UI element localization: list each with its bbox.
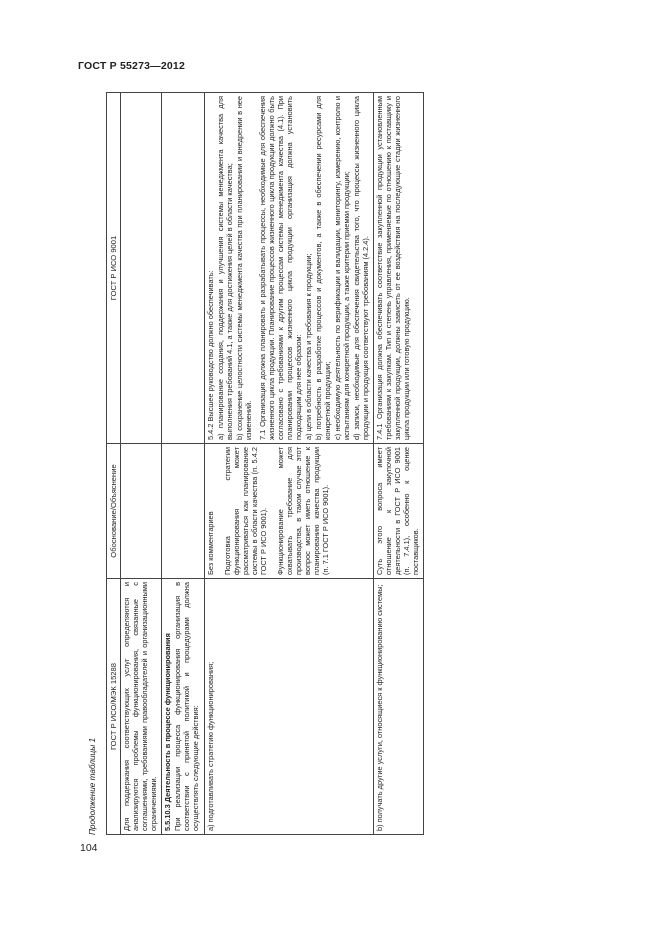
comparison-table <box>106 92 424 835</box>
table-row <box>374 93 424 835</box>
paragraph: b) сохранение целостности системы менеджмента качества при планировании и внедрении в нее изменений. <box>234 96 253 440</box>
cell-15288 <box>162 579 204 835</box>
paragraph: При реализации процесса функционирования организация в соответствии с принятой политикой и процедурами должна осуществлять следующие действия: <box>173 582 201 831</box>
cell-justification <box>121 444 162 579</box>
paragraph: Функционирование может охватывать требование для производства, в таком случае этот вопрос может иметь отношение к планированию качества продукции (п. 7.1 ГОСТ Р ИСО 9001). <box>275 447 330 575</box>
cell-justification <box>374 444 424 579</box>
paragraph: a) подготавливать стратегию функционирования; <box>205 661 215 831</box>
column-header-justification: Обоснование/Объяснение <box>107 444 121 579</box>
table-row <box>162 93 204 835</box>
column-header-gost-15288: ГОСТ Р ИСО/МЭК 15288 <box>107 579 121 835</box>
page-number: 104 <box>80 842 98 854</box>
table-header-row <box>107 93 121 835</box>
paragraph: a) планирование создания, поддержания и улучшения системы менеджмента качества для выполнения требований 4.1, а также для достижения целей в области качества; <box>215 96 234 440</box>
cell-15288 <box>121 579 162 835</box>
table-continuation-caption: Продолжение таблицы 1 <box>88 737 97 835</box>
cell-15288 <box>204 579 374 835</box>
cell-justification <box>204 444 374 579</box>
document-header: ГОСТ Р 55273—2012 <box>78 60 186 72</box>
cell-justification <box>162 444 204 579</box>
paragraph: b) получать другие услуги, относящиеся к функционированию системы; <box>375 584 385 831</box>
rotated-table-block <box>88 93 560 835</box>
section-heading: 5.5.10.3 Деятельность в процессе функционирования <box>163 633 173 831</box>
paragraph: Для поддержания соответствующих услуг определяются и анализируются проблемы функционирования, связанные с соглашениями, требованиями правообладателей и организационными ограничениями. <box>122 582 159 831</box>
column-header-gost-9001: ГОСТ Р ИСО 9001 <box>107 93 121 444</box>
paragraph: a) цели в области качества и требования к продукции; <box>303 253 313 440</box>
table-row <box>121 93 162 835</box>
cell-9001 <box>374 93 424 444</box>
paragraph: 5.4.2 Высшее руководство должно обеспечивать: <box>205 270 215 440</box>
paragraph: 7.1 Организация должна планировать и разрабатывать процессы, необходимые для обеспечения жизненного цикла продукции. Планирование процессов жизненного цикла продукции должно быть согласовано с требованиями к другим процессам системы менеджмента качества (4.1). При планировании процессов жизненного цикла продукции организация должна установить подходящим для нее образом: <box>257 96 303 440</box>
paragraph: Подготовка стратегии функционирования может рассматриваться как планирование системы в области качества (п. 5.4.2 ГОСТ Р ИСО 9001). <box>222 447 268 575</box>
paragraph: b) потребность в разработке процессов и документов, а также в обеспечении ресурсами для конкретной продукции; <box>313 96 332 440</box>
cell-15288 <box>374 579 424 835</box>
cell-9001 <box>204 93 374 444</box>
paragraph: 7.4.1 Организация должна обеспечивать соответствие закупленной продукции установленным требованиям к закупкам. Тип и степень управления, применяемые по отношению к поставщику и закупленной продукции, должны зависеть от ее воздействия на последующие стадии жизненного цикла продукции или готовую продукцию. <box>375 96 412 440</box>
paragraph: Без комментариев <box>205 511 215 575</box>
paragraph: Суть этого вопроса имеет отношение к закупочной деятельности в ГОСТ Р ИСО 9001 (п. 7.4.1), особенно к оценке поставщиков. <box>375 447 421 575</box>
cell-9001 <box>121 93 162 444</box>
paragraph: d) записи, необходимые для обеспечения свидетельства того, что процессы жизненного цикла продукции и продукция соответствуют требованиям (4.2.4). <box>351 96 370 440</box>
paragraph: c) необходимую деятельность по верификации и валидации, мониторингу, измерению, контролю и испытаниям для конкретной продукции, а также критерии приемки продукции; <box>332 96 351 440</box>
table-row <box>204 93 374 835</box>
cell-9001 <box>162 93 204 444</box>
